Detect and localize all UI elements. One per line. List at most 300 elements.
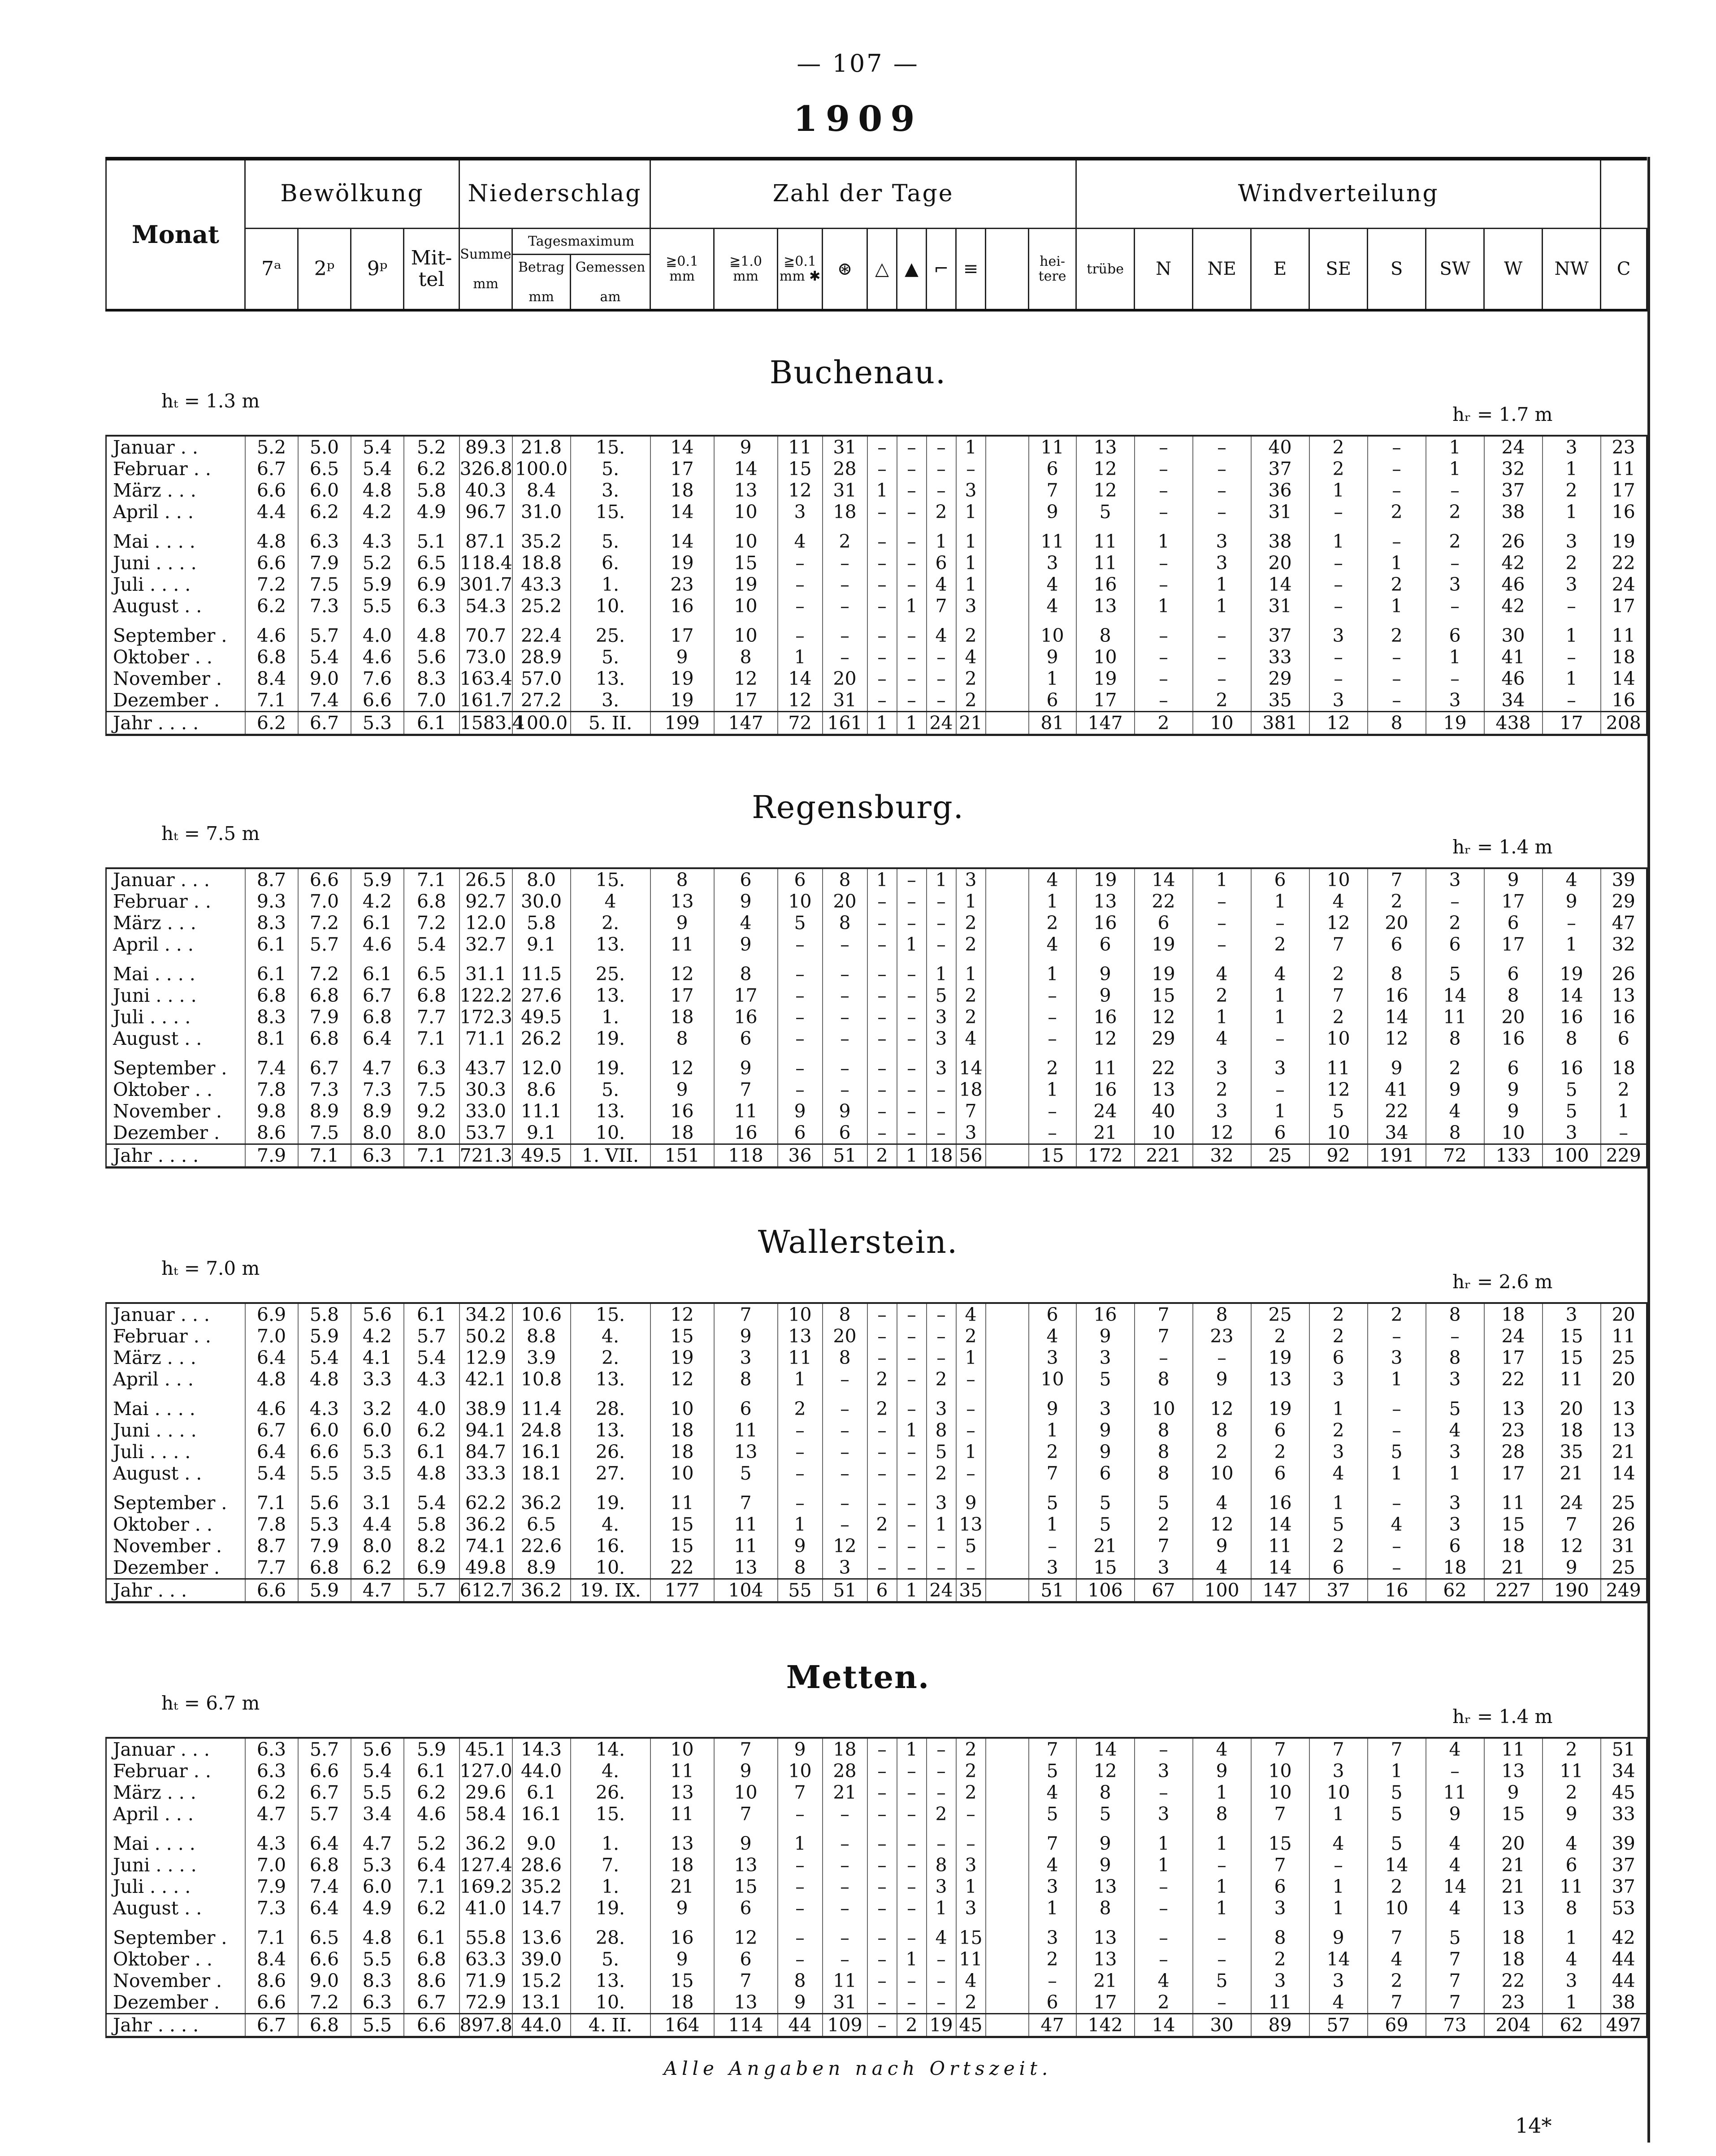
value-cell: 16 (1076, 1303, 1135, 1325)
value-cell: – (778, 1006, 823, 1028)
value-cell: 19 (1076, 868, 1135, 891)
value-cell: – (1426, 552, 1484, 574)
value-cell: 1 (897, 1738, 927, 1760)
value-cell: 4 (927, 1919, 956, 1948)
value-cell: 7.9 (298, 1535, 351, 1557)
value-cell: 22.6 (512, 1535, 571, 1557)
value-cell: 8 (1543, 1897, 1601, 1919)
value-cell: 27.2 (512, 689, 571, 712)
value-cell: 20 (1368, 912, 1426, 934)
value-cell: 6.7 (245, 1420, 298, 1441)
header-ge-01: ≧0.1 mm (650, 229, 714, 311)
value-cell: 8.6 (245, 1970, 298, 1991)
station-hr: hᵣ = 2.6 m (1452, 1271, 1553, 1293)
value-cell: 9 (1193, 1368, 1251, 1390)
value-cell: 164 (650, 2014, 714, 2037)
value-cell: 127.0 (459, 1760, 512, 1782)
value-cell: 5 (1029, 1760, 1076, 1782)
value-cell: 147 (714, 712, 778, 735)
month-row (106, 595, 1647, 617)
value-cell: 26.2 (512, 1028, 571, 1049)
value-cell: 2 (1426, 1049, 1484, 1079)
value-cell: 1. VII. (571, 1144, 650, 1168)
value-cell: 24 (927, 712, 956, 735)
value-cell: 5.6 (351, 1738, 404, 1760)
value-cell: – (1543, 646, 1601, 668)
value-cell: 5.4 (351, 1760, 404, 1782)
value-cell: 4.3 (351, 523, 404, 552)
value-cell: 5.4 (404, 1484, 459, 1514)
value-cell: 6.5 (404, 955, 459, 985)
value-cell: 53.7 (459, 1122, 512, 1144)
value-cell: 6 (1251, 1122, 1309, 1144)
value-cell: 17 (1076, 689, 1135, 712)
month-label: Jahr . . . . (106, 1144, 245, 1168)
value-cell: 4.6 (245, 1390, 298, 1420)
value-cell: 1 (1029, 891, 1076, 912)
value-cell: 2 (1135, 1991, 1193, 2014)
value-cell: 1 (778, 1825, 823, 1854)
value-cell: – (867, 934, 897, 955)
value-cell: 4 (714, 912, 778, 934)
value-cell: 6.3 (245, 1760, 298, 1782)
station-title: Regensburg. (752, 789, 964, 826)
month-row (106, 1738, 1647, 1760)
value-cell: – (956, 1463, 986, 1484)
value-cell: 19 (1076, 668, 1135, 689)
value-cell: 17 (650, 617, 714, 646)
value-cell: 2 (1309, 1325, 1368, 1347)
value-cell: – (897, 1390, 927, 1420)
value-cell: 73.0 (459, 646, 512, 668)
value-cell: 14 (1251, 574, 1309, 595)
value-cell: 62 (1426, 1579, 1484, 1602)
value-cell: 10 (1193, 712, 1251, 735)
value-cell: 9 (1076, 1420, 1135, 1441)
value-cell: 3 (1076, 1390, 1135, 1420)
value-cell: – (823, 646, 867, 668)
value-cell: 23 (1484, 1420, 1543, 1441)
value-cell: 89.3 (459, 436, 512, 458)
value-cell: 6.2 (298, 501, 351, 523)
value-cell: 3 (1543, 1970, 1601, 1991)
value-cell: – (1309, 646, 1368, 668)
value-cell: 22 (1484, 1970, 1543, 1991)
value-cell: 21 (1484, 1557, 1543, 1579)
value-cell: 5.4 (404, 934, 459, 955)
value-cell: 10. (571, 595, 650, 617)
value-cell: 1 (1309, 523, 1368, 552)
value-cell: – (897, 668, 927, 689)
value-cell: 6.3 (404, 595, 459, 617)
value-cell: 4 (1543, 1948, 1601, 1970)
value-cell: 71.1 (459, 1028, 512, 1049)
value-cell: 3 (1426, 689, 1484, 712)
value-cell: 8.9 (351, 1100, 404, 1122)
value-cell: 21 (1076, 1122, 1135, 1144)
thunderstorm-icon: ⌐ (927, 229, 956, 311)
value-cell: 10 (1309, 868, 1368, 891)
value-cell: 32.7 (459, 934, 512, 955)
value-cell: 4 (1029, 595, 1076, 617)
value-cell: – (867, 1738, 897, 1760)
value-cell: 3 (1309, 689, 1368, 712)
value-cell: – (897, 1368, 927, 1390)
value-cell: – (1029, 1122, 1076, 1144)
value-cell: 87.1 (459, 523, 512, 552)
value-cell: 15 (650, 1535, 714, 1557)
value-cell: – (867, 1484, 897, 1514)
value-cell: 172.3 (459, 1006, 512, 1028)
value-cell: 1 (1193, 1782, 1251, 1803)
value-cell: 9 (1484, 1100, 1543, 1122)
value-cell: 3 (1543, 1303, 1601, 1325)
value-cell: 7 (714, 1079, 778, 1100)
value-cell: 8 (1426, 1347, 1484, 1368)
value-cell: 13 (956, 1514, 986, 1535)
month-row (106, 458, 1647, 480)
value-cell: 7 (1135, 1325, 1193, 1347)
value-cell: – (867, 1463, 897, 1484)
value-cell: 4.3 (245, 1825, 298, 1854)
value-cell: 11 (778, 436, 823, 458)
value-cell: 5.3 (351, 1854, 404, 1876)
value-cell: 18 (1601, 646, 1647, 668)
value-cell: 6.8 (298, 985, 351, 1006)
value-cell: 49.5 (512, 1006, 571, 1028)
value-cell: 6.4 (298, 1897, 351, 1919)
value-cell: 8 (823, 912, 867, 934)
value-cell: 18 (956, 1079, 986, 1100)
value-cell: 6 (1251, 868, 1309, 891)
value-cell: 12 (1309, 1079, 1368, 1100)
value-cell: – (1543, 595, 1601, 617)
value-cell: 33 (1251, 646, 1309, 668)
value-cell: 7 (714, 1803, 778, 1825)
value-cell: 7 (714, 1970, 778, 1991)
value-cell: 42 (1484, 595, 1543, 617)
value-cell: 4 (1368, 1514, 1426, 1535)
value-cell: 106 (1076, 1579, 1135, 1602)
value-cell: 381 (1251, 712, 1309, 735)
value-cell: 4.3 (298, 1390, 351, 1420)
value-cell: 6.2 (404, 458, 459, 480)
header-ge-10: ≧1.0 mm (714, 229, 778, 311)
value-cell: 13. (571, 934, 650, 955)
station-hr: hᵣ = 1.4 m (1452, 1706, 1553, 1727)
value-cell: 23 (1193, 1325, 1251, 1347)
value-cell: – (867, 1006, 897, 1028)
value-cell: 3 (1426, 868, 1484, 891)
value-cell: 28 (1484, 1441, 1543, 1463)
month-row (106, 934, 1647, 955)
spacer-cell (986, 1738, 1029, 1760)
value-cell: 1 (897, 1144, 927, 1168)
value-cell: 1 (1426, 1463, 1484, 1484)
value-cell: 6.7 (298, 1049, 351, 1079)
value-cell: – (778, 1441, 823, 1463)
value-cell: 19 (1601, 523, 1647, 552)
value-cell: 7.1 (404, 868, 459, 891)
value-cell: 177 (650, 1579, 714, 1602)
value-cell: 8 (1193, 1303, 1251, 1325)
value-cell: 14 (1368, 1854, 1426, 1876)
value-cell: 7 (1426, 1991, 1484, 2014)
value-cell: 4 (1426, 1100, 1484, 1122)
value-cell: – (927, 1303, 956, 1325)
value-cell: 5.2 (245, 436, 298, 458)
value-cell: 6 (1484, 955, 1543, 985)
month-row (106, 1803, 1647, 1825)
value-cell: 16 (1601, 501, 1647, 523)
value-cell: 26 (1601, 1514, 1647, 1535)
month-label: Mai . . . . (106, 1390, 245, 1420)
station-title: Wallerstein. (758, 1224, 958, 1260)
value-cell: 7 (1309, 985, 1368, 1006)
value-cell: – (1426, 1325, 1484, 1347)
value-cell: 1 (1426, 436, 1484, 458)
value-cell: 721.3 (459, 1144, 512, 1168)
value-cell: 31.1 (459, 955, 512, 985)
value-cell: 2 (956, 934, 986, 955)
header-wind-c: C (1601, 229, 1647, 311)
value-cell: 1 (1029, 955, 1076, 985)
value-cell: 35.2 (512, 523, 571, 552)
value-cell: 9 (1193, 1760, 1251, 1782)
value-cell: 10 (1309, 1028, 1368, 1049)
station-hr: hᵣ = 1.7 m (1452, 403, 1553, 425)
value-cell: 4 (956, 1970, 986, 1991)
value-cell: – (867, 574, 897, 595)
value-cell: 14 (650, 523, 714, 552)
value-cell: – (867, 1991, 897, 2014)
value-cell: 24 (927, 1579, 956, 1602)
graupel-icon: △ (867, 229, 897, 311)
value-cell: 6.2 (404, 1897, 459, 1919)
value-cell: 7 (1135, 1303, 1193, 1325)
value-cell: 31 (823, 480, 867, 501)
value-cell: 47 (1601, 912, 1647, 934)
month-row (106, 1368, 1647, 1390)
value-cell: 12 (650, 955, 714, 985)
value-cell: 18 (1543, 1420, 1601, 1441)
month-row (106, 1347, 1647, 1368)
value-cell: 7.4 (245, 1049, 298, 1079)
month-row (106, 646, 1647, 668)
value-cell: 2 (1309, 1420, 1368, 1441)
value-cell: 17 (1601, 595, 1647, 617)
value-cell: 3 (956, 868, 986, 891)
header-windverteilung: Windverteilung (1076, 159, 1601, 229)
value-cell: 12 (650, 1368, 714, 1390)
value-cell: 1 (1251, 1100, 1309, 1122)
value-cell: 1 (1426, 646, 1484, 668)
value-cell: 6.1 (245, 934, 298, 955)
value-cell: 438 (1484, 712, 1543, 735)
value-cell: 8.4 (245, 1948, 298, 1970)
value-cell: 14 (1368, 1006, 1426, 1028)
value-cell: 3 (1135, 1760, 1193, 1782)
value-cell: 4.8 (351, 1919, 404, 1948)
value-cell: 32 (1193, 1144, 1251, 1168)
spacer-cell (986, 1420, 1029, 1441)
value-cell: 5.2 (404, 1825, 459, 1854)
value-cell: 1 (897, 712, 927, 735)
value-cell: 2. (571, 1347, 650, 1368)
value-cell: 2 (1368, 574, 1426, 595)
value-cell: 15 (1135, 985, 1193, 1006)
value-cell: – (867, 1782, 897, 1803)
value-cell: 3. (571, 689, 650, 712)
value-cell: 24 (1601, 574, 1647, 595)
value-cell: 6.5 (298, 458, 351, 480)
value-cell: 3 (956, 1897, 986, 1919)
value-cell: 1 (1029, 668, 1076, 689)
spacer-cell (986, 2014, 1029, 2037)
value-cell: 5.7 (298, 1738, 351, 1760)
month-label: Juli . . . . (106, 1006, 245, 1028)
month-row (106, 689, 1647, 712)
value-cell: 13.1 (512, 1991, 571, 2014)
spacer-cell (986, 668, 1029, 689)
value-cell: 10 (1368, 1897, 1426, 1919)
value-cell: 9 (714, 1049, 778, 1079)
month-label: August . . (106, 1897, 245, 1919)
value-cell: 5 (1029, 1484, 1076, 1514)
value-cell: 15 (650, 1970, 714, 1991)
value-cell: 3 (1135, 1803, 1193, 1825)
month-label: September . (106, 617, 245, 646)
value-cell: 11 (1601, 617, 1647, 646)
month-row (106, 1122, 1647, 1144)
value-cell: 5.6 (351, 1303, 404, 1325)
value-cell: 4. (571, 1514, 650, 1535)
value-cell: 1 (1193, 595, 1251, 617)
value-cell: 5 (1076, 1368, 1135, 1390)
value-cell: 13 (1135, 1079, 1193, 1100)
value-cell: – (897, 1854, 927, 1876)
value-cell: 14.3 (512, 1738, 571, 1760)
value-cell: 21.8 (512, 436, 571, 458)
month-row (106, 985, 1647, 1006)
value-cell: 15 (1543, 1325, 1601, 1347)
value-cell: 67 (1135, 1579, 1193, 1602)
value-cell: 7.8 (245, 1514, 298, 1535)
value-cell: 13 (1601, 1420, 1647, 1441)
value-cell: 6.0 (298, 1420, 351, 1441)
value-cell: 3 (956, 480, 986, 501)
value-cell: – (927, 1347, 956, 1368)
value-cell: 8.3 (351, 1970, 404, 1991)
header-wind-se: SE (1309, 229, 1368, 311)
value-cell: 2 (1029, 1948, 1076, 1970)
total-row (106, 1144, 1647, 1168)
month-row (106, 1303, 1647, 1325)
value-cell: 55 (778, 1579, 823, 1602)
value-cell: – (1426, 668, 1484, 689)
value-cell: 1 (1135, 1825, 1193, 1854)
value-cell: 1 (956, 523, 986, 552)
value-cell: 15 (650, 1514, 714, 1535)
month-row (106, 574, 1647, 595)
value-cell: 23 (650, 574, 714, 595)
value-cell: 9.1 (512, 1122, 571, 1144)
month-label: Juni . . . . (106, 1854, 245, 1876)
value-cell: 57.0 (512, 668, 571, 689)
value-cell: 100 (1193, 1579, 1251, 1602)
value-cell: – (778, 595, 823, 617)
value-cell: – (867, 1122, 897, 1144)
month-label: Juli . . . . (106, 1441, 245, 1463)
value-cell: 41.0 (459, 1897, 512, 1919)
value-cell: 1 (1368, 1760, 1426, 1782)
value-cell: 28 (823, 1760, 867, 1782)
value-cell: – (1309, 668, 1368, 689)
value-cell: 3 (1251, 1897, 1309, 1919)
month-label: August . . (106, 595, 245, 617)
value-cell: 1 (927, 955, 956, 985)
value-cell: 7 (1426, 1970, 1484, 1991)
value-cell: 12 (1193, 1514, 1251, 1535)
value-cell: 6.8 (298, 1854, 351, 1876)
value-cell: – (1193, 1948, 1251, 1970)
value-cell: 13 (1076, 1948, 1135, 1970)
value-cell: 10 (714, 595, 778, 617)
value-cell: 8.0 (404, 1122, 459, 1144)
value-cell: 6.0 (351, 1420, 404, 1441)
value-cell: 10 (650, 1463, 714, 1484)
value-cell: 16 (1543, 1049, 1601, 1079)
value-cell: 43.7 (459, 1049, 512, 1079)
page-frame-right (1647, 157, 1650, 2143)
value-cell: 2. (571, 912, 650, 934)
value-cell: – (1135, 1919, 1193, 1948)
value-cell: – (867, 1420, 897, 1441)
page-number: — 107 — (797, 49, 919, 78)
value-cell: 9 (1484, 1079, 1543, 1100)
value-cell: 9.8 (245, 1100, 298, 1122)
spacer-cell (986, 1028, 1029, 1049)
value-cell: 16 (1368, 985, 1426, 1006)
value-cell: 44 (1601, 1948, 1647, 1970)
value-cell: 7 (1368, 1919, 1426, 1948)
value-cell: 6.1 (404, 1303, 459, 1325)
value-cell: 33.0 (459, 1100, 512, 1122)
month-label: Januar . . . (106, 1738, 245, 1760)
value-cell: 7.2 (245, 574, 298, 595)
station-ht: hₜ = 7.5 m (161, 823, 260, 844)
value-cell: 6 (714, 1028, 778, 1049)
value-cell: 3 (1029, 552, 1076, 574)
month-row (106, 1535, 1647, 1557)
value-cell: 9 (714, 891, 778, 912)
page-year: 1909 (793, 99, 923, 139)
value-cell: 6.7 (298, 1782, 351, 1803)
value-cell: 14 (1135, 868, 1193, 891)
value-cell: 31 (823, 689, 867, 712)
value-cell: 26.5 (459, 868, 512, 891)
value-cell: 9.3 (245, 891, 298, 912)
spacer-cell (986, 712, 1029, 735)
value-cell: 11 (1029, 436, 1076, 458)
month-row (106, 1028, 1647, 1049)
value-cell: – (1543, 912, 1601, 934)
total-row (106, 712, 1647, 735)
value-cell: 2 (1135, 1514, 1193, 1535)
value-cell: 15 (650, 1325, 714, 1347)
month-label: Juni . . . . (106, 552, 245, 574)
value-cell: – (927, 1557, 956, 1579)
